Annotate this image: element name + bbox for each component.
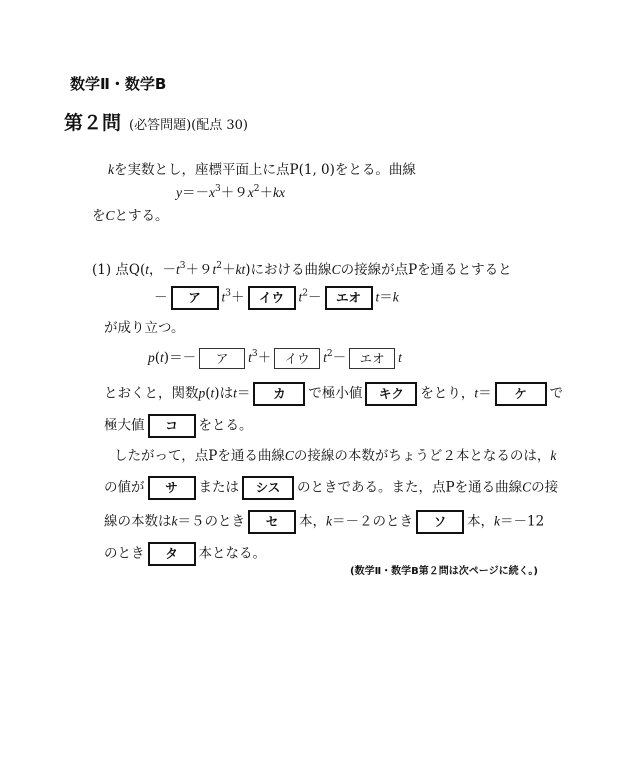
text: で極小値 [308, 385, 363, 402]
count-line-3 [104, 510, 544, 534]
var-k: k [392, 289, 399, 305]
var-t: t [210, 385, 215, 401]
text: 本， [467, 513, 494, 530]
var-p: p [198, 385, 206, 401]
var-C: C [105, 208, 115, 223]
eq-op: ＋９ [220, 185, 248, 201]
text: 点Q( [115, 262, 146, 278]
answer-box-so[interactable]: ソ [416, 510, 464, 534]
text: とおくと，関数 [104, 385, 199, 402]
exp: 3 [179, 261, 186, 271]
eq-op: ＋ [257, 350, 272, 366]
var-t: t [176, 262, 180, 277]
answer-box-iu[interactable]: イウ [248, 286, 296, 310]
eq-op: － [154, 289, 168, 306]
exp: 3 [225, 288, 231, 299]
var-t: t [398, 350, 402, 365]
var-k: k [108, 162, 114, 177]
count-line-1 [114, 446, 556, 466]
part-label: (1) [92, 262, 112, 278]
eq-op: )＝－ [163, 350, 197, 366]
eq-op: － [308, 289, 322, 306]
text: 本となる。 [198, 545, 266, 562]
var-C: C [284, 448, 294, 463]
text: )における曲線 [245, 262, 332, 278]
count-line-4 [104, 542, 266, 566]
text: の接線が点Pを通るとすると [340, 262, 512, 278]
curve-equation [176, 183, 285, 203]
text: のときである。また，点Pを通る曲線 [297, 479, 523, 496]
text: をとる。 [198, 417, 253, 434]
intro-line-3 [92, 206, 169, 226]
var-t: t [233, 385, 237, 401]
answer-box-ke[interactable]: ケ [495, 382, 547, 406]
var-t: t [160, 350, 164, 365]
eq-op: ＝ [236, 385, 251, 402]
intro-line-1 [108, 160, 416, 180]
eq-op: ＝－ [182, 185, 209, 201]
ref-box-eo: エオ [349, 348, 395, 369]
continued-note: (数学Ⅱ・数学B第２問は次ページに続く。) [350, 566, 538, 577]
var-p: p [148, 350, 155, 365]
exp: 2 [253, 184, 260, 194]
var-C: C [331, 262, 341, 277]
eq-op: ＝ [478, 385, 492, 402]
var-t: t [375, 289, 380, 305]
text: をとり， [420, 385, 475, 402]
answer-box-se[interactable]: セ [248, 510, 296, 534]
var-t: t [323, 350, 327, 365]
text: ＝５のとき [177, 513, 245, 530]
eq-op: － [332, 350, 347, 366]
text: ＋ [222, 262, 236, 278]
var-x: x [247, 185, 254, 200]
problem-tag: (必答問題)(配点 30) [129, 118, 248, 133]
eq-op: ＋ [231, 289, 245, 306]
text: の値が [104, 479, 145, 496]
ref-box-a: ア [199, 348, 245, 369]
text: の接線の本数がちょうど２本となるのは， [293, 448, 551, 464]
text: ，－ [149, 262, 177, 278]
exp: 3 [215, 184, 221, 194]
var-t: t [221, 289, 226, 305]
exp: 2 [302, 288, 308, 299]
var-t: t [145, 262, 150, 277]
var-kt: kt [235, 262, 246, 277]
answer-box-ta[interactable]: タ [148, 542, 196, 566]
text: ＝－12 [500, 513, 545, 530]
eq-op: ＝ [379, 289, 393, 306]
text: の接 [531, 479, 559, 496]
exp: 3 [251, 349, 258, 359]
answer-box-sa[interactable]: サ [148, 476, 196, 500]
exp: 2 [216, 261, 223, 271]
var-k: k [494, 513, 500, 529]
part1-question [92, 260, 512, 280]
text: または [198, 479, 239, 496]
answer-box-ko[interactable]: コ [148, 414, 196, 438]
text: したがって，点Pを通る曲線 [114, 448, 285, 464]
text: とする。 [114, 208, 169, 224]
text: )は [214, 385, 234, 402]
eq-op: ＋ [259, 185, 273, 201]
subject-title: 数学Ⅱ・数学B [70, 75, 167, 93]
answer-box-shisu[interactable]: シス [242, 476, 294, 500]
var-t: t [298, 289, 303, 305]
p-definition: p(t)＝－ ア $t^3+$ イウ $t^2-$ エオ t [148, 348, 402, 369]
var-C: C [522, 479, 532, 495]
text: ＝－２のとき [332, 513, 413, 530]
var-t: t [248, 350, 252, 365]
answer-box-a[interactable]: ア [171, 286, 219, 310]
count-line-2 [104, 476, 558, 500]
var-k: k [550, 448, 557, 463]
var-k: k [171, 513, 178, 529]
text: を [92, 208, 106, 224]
problem-number: 第２問 [64, 112, 122, 134]
text: 極大値 [104, 417, 145, 434]
exp: 2 [326, 349, 333, 359]
intro-text: を実数とし，座標平面上に点P(1, 0)をとる。曲線 [114, 162, 416, 178]
answer-box-eo[interactable]: エオ [325, 286, 373, 310]
text: 線の本数は [104, 513, 172, 530]
var-k: k [326, 513, 332, 529]
extremum-line: とおくと，関数p(t)はt＝ カ で極小値 キク をとり，t＝ ケ で [104, 382, 563, 406]
var-t: t [474, 385, 479, 401]
text: で [549, 385, 564, 402]
answer-box-ka[interactable]: カ [253, 382, 305, 406]
problem-header [64, 108, 248, 135]
holds-line: が成り立つ。 [104, 320, 185, 336]
text: のとき [104, 545, 145, 562]
var-y: y [176, 185, 182, 200]
maximum-line [104, 414, 253, 438]
ref-box-iu: イウ [274, 348, 320, 369]
tangent-equation [154, 286, 399, 310]
var-t: t [212, 262, 217, 277]
var-kx: kx [272, 185, 285, 200]
text: 本， [299, 513, 326, 530]
text: ＋９ [185, 262, 213, 278]
var-x: x [209, 185, 215, 200]
answer-box-kiku[interactable]: キク [365, 382, 417, 406]
